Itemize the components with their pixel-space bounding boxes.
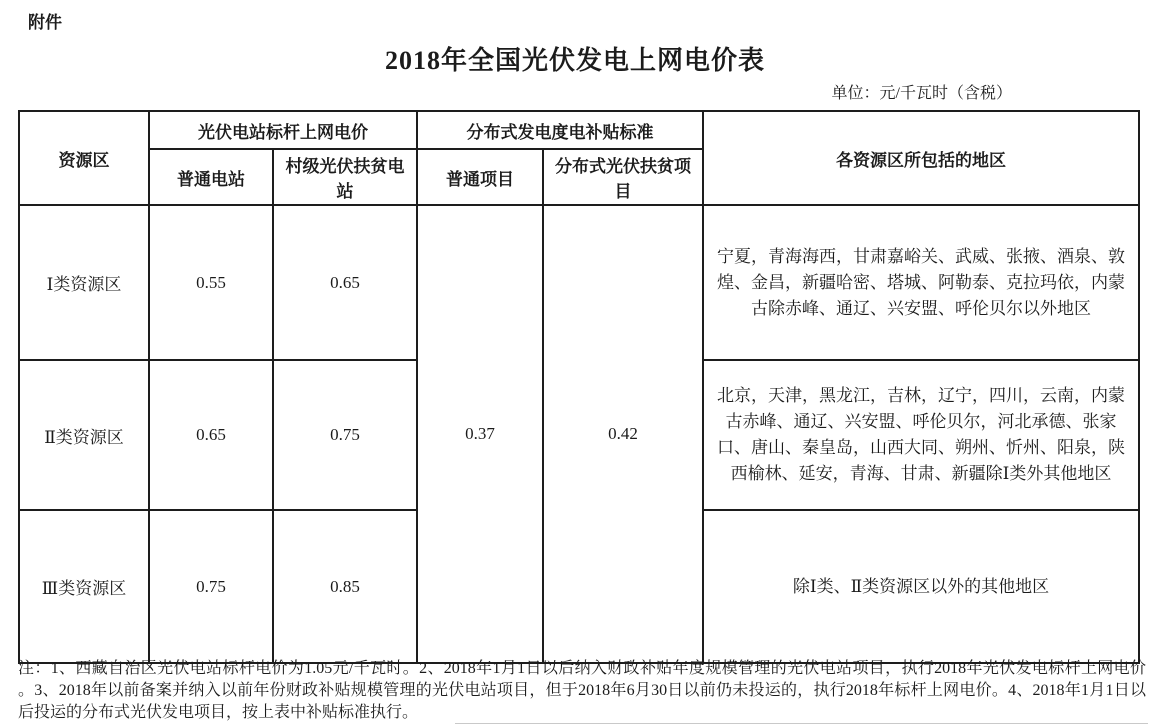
zone1-label: Ⅰ类资源区 [19, 205, 149, 360]
zone3-label: Ⅲ类资源区 [19, 510, 149, 663]
footnote-line-2: 。3、2018年以前备案并纳入以前年份财政补贴规模管理的光伏电站项目，但于2018年6月30日以前仍未投运的，执行2018年标杆上网电价。4、2018年1月1日以 [18, 682, 1146, 699]
merged-distributed-poverty-value: 0.42 [543, 205, 703, 663]
header-subsidy-group: 分布式发电度电补贴标准 [417, 111, 703, 149]
header-ordinary-station: 普通电站 [149, 149, 273, 205]
page-title: 2018年全国光伏发电上网电价表 [384, 46, 765, 75]
header-regions: 各资源区所包括的地区 [703, 111, 1139, 205]
header-ordinary-project: 普通项目 [417, 149, 543, 205]
zone1-village-poverty-value: 0.65 [273, 205, 417, 360]
zone1-ordinary-station-value: 0.55 [149, 205, 273, 360]
scan-artifact-line [455, 723, 1148, 724]
tariff-table [18, 110, 1140, 664]
zone1-regions: 宁夏，青海海西，甘肃嘉峪关、武威、张掖、酒泉、敦煌、金昌，新疆哈密、塔城、阿勒泰、克拉玛依，内蒙古除赤峰、通辽、兴安盟、呼伦贝尔以外地区 [703, 205, 1139, 360]
table-row-zone1 [19, 205, 1139, 360]
footnote-line-3: 后投运的分布式光伏发电项目，按上表中补贴标准执行。 [18, 704, 419, 721]
zone2-ordinary-station-value: 0.65 [149, 360, 273, 510]
header-row-groups [19, 111, 1139, 149]
zone3-village-poverty-value: 0.85 [273, 510, 417, 663]
header-distributed-poverty-project: 分布式光伏扶贫项目 [543, 149, 703, 205]
zone2-regions: 北京，天津，黑龙江，吉林，辽宁，四川，云南，内蒙古赤峰、通辽、兴安盟、呼伦贝尔，河北承德、张家口、唐山、秦皇岛，山西大同、朔州、忻州、阳泉，陕西榆林、延安，青海、甘肃、新疆除Ⅰ类外其他地区 [703, 360, 1139, 510]
attachment-label: 附件 [28, 13, 62, 32]
zone2-village-poverty-value: 0.75 [273, 360, 417, 510]
zone3-ordinary-station-value: 0.75 [149, 510, 273, 663]
zone2-label: Ⅱ类资源区 [19, 360, 149, 510]
unit-note: 单位：元/千瓦时（含税） [831, 85, 1012, 102]
header-village-poverty-station: 村级光伏扶贫电站 [273, 149, 417, 205]
merged-ordinary-project-value: 0.37 [417, 205, 543, 663]
header-benchmark-group: 光伏电站标杆上网电价 [149, 111, 417, 149]
footnotes [18, 658, 1146, 724]
zone3-regions: 除Ⅰ类、Ⅱ类资源区以外的其他地区 [703, 510, 1139, 663]
header-zone: 资源区 [19, 111, 149, 205]
footnote-line-1: 注：1、西藏自治区光伏电站标杆电价为1.05元/千瓦时。2、2018年1月1日以后纳入财政补贴年度规模管理的光伏电站项目，执行2018年光伏发电标杆上网电价 [18, 660, 1146, 677]
